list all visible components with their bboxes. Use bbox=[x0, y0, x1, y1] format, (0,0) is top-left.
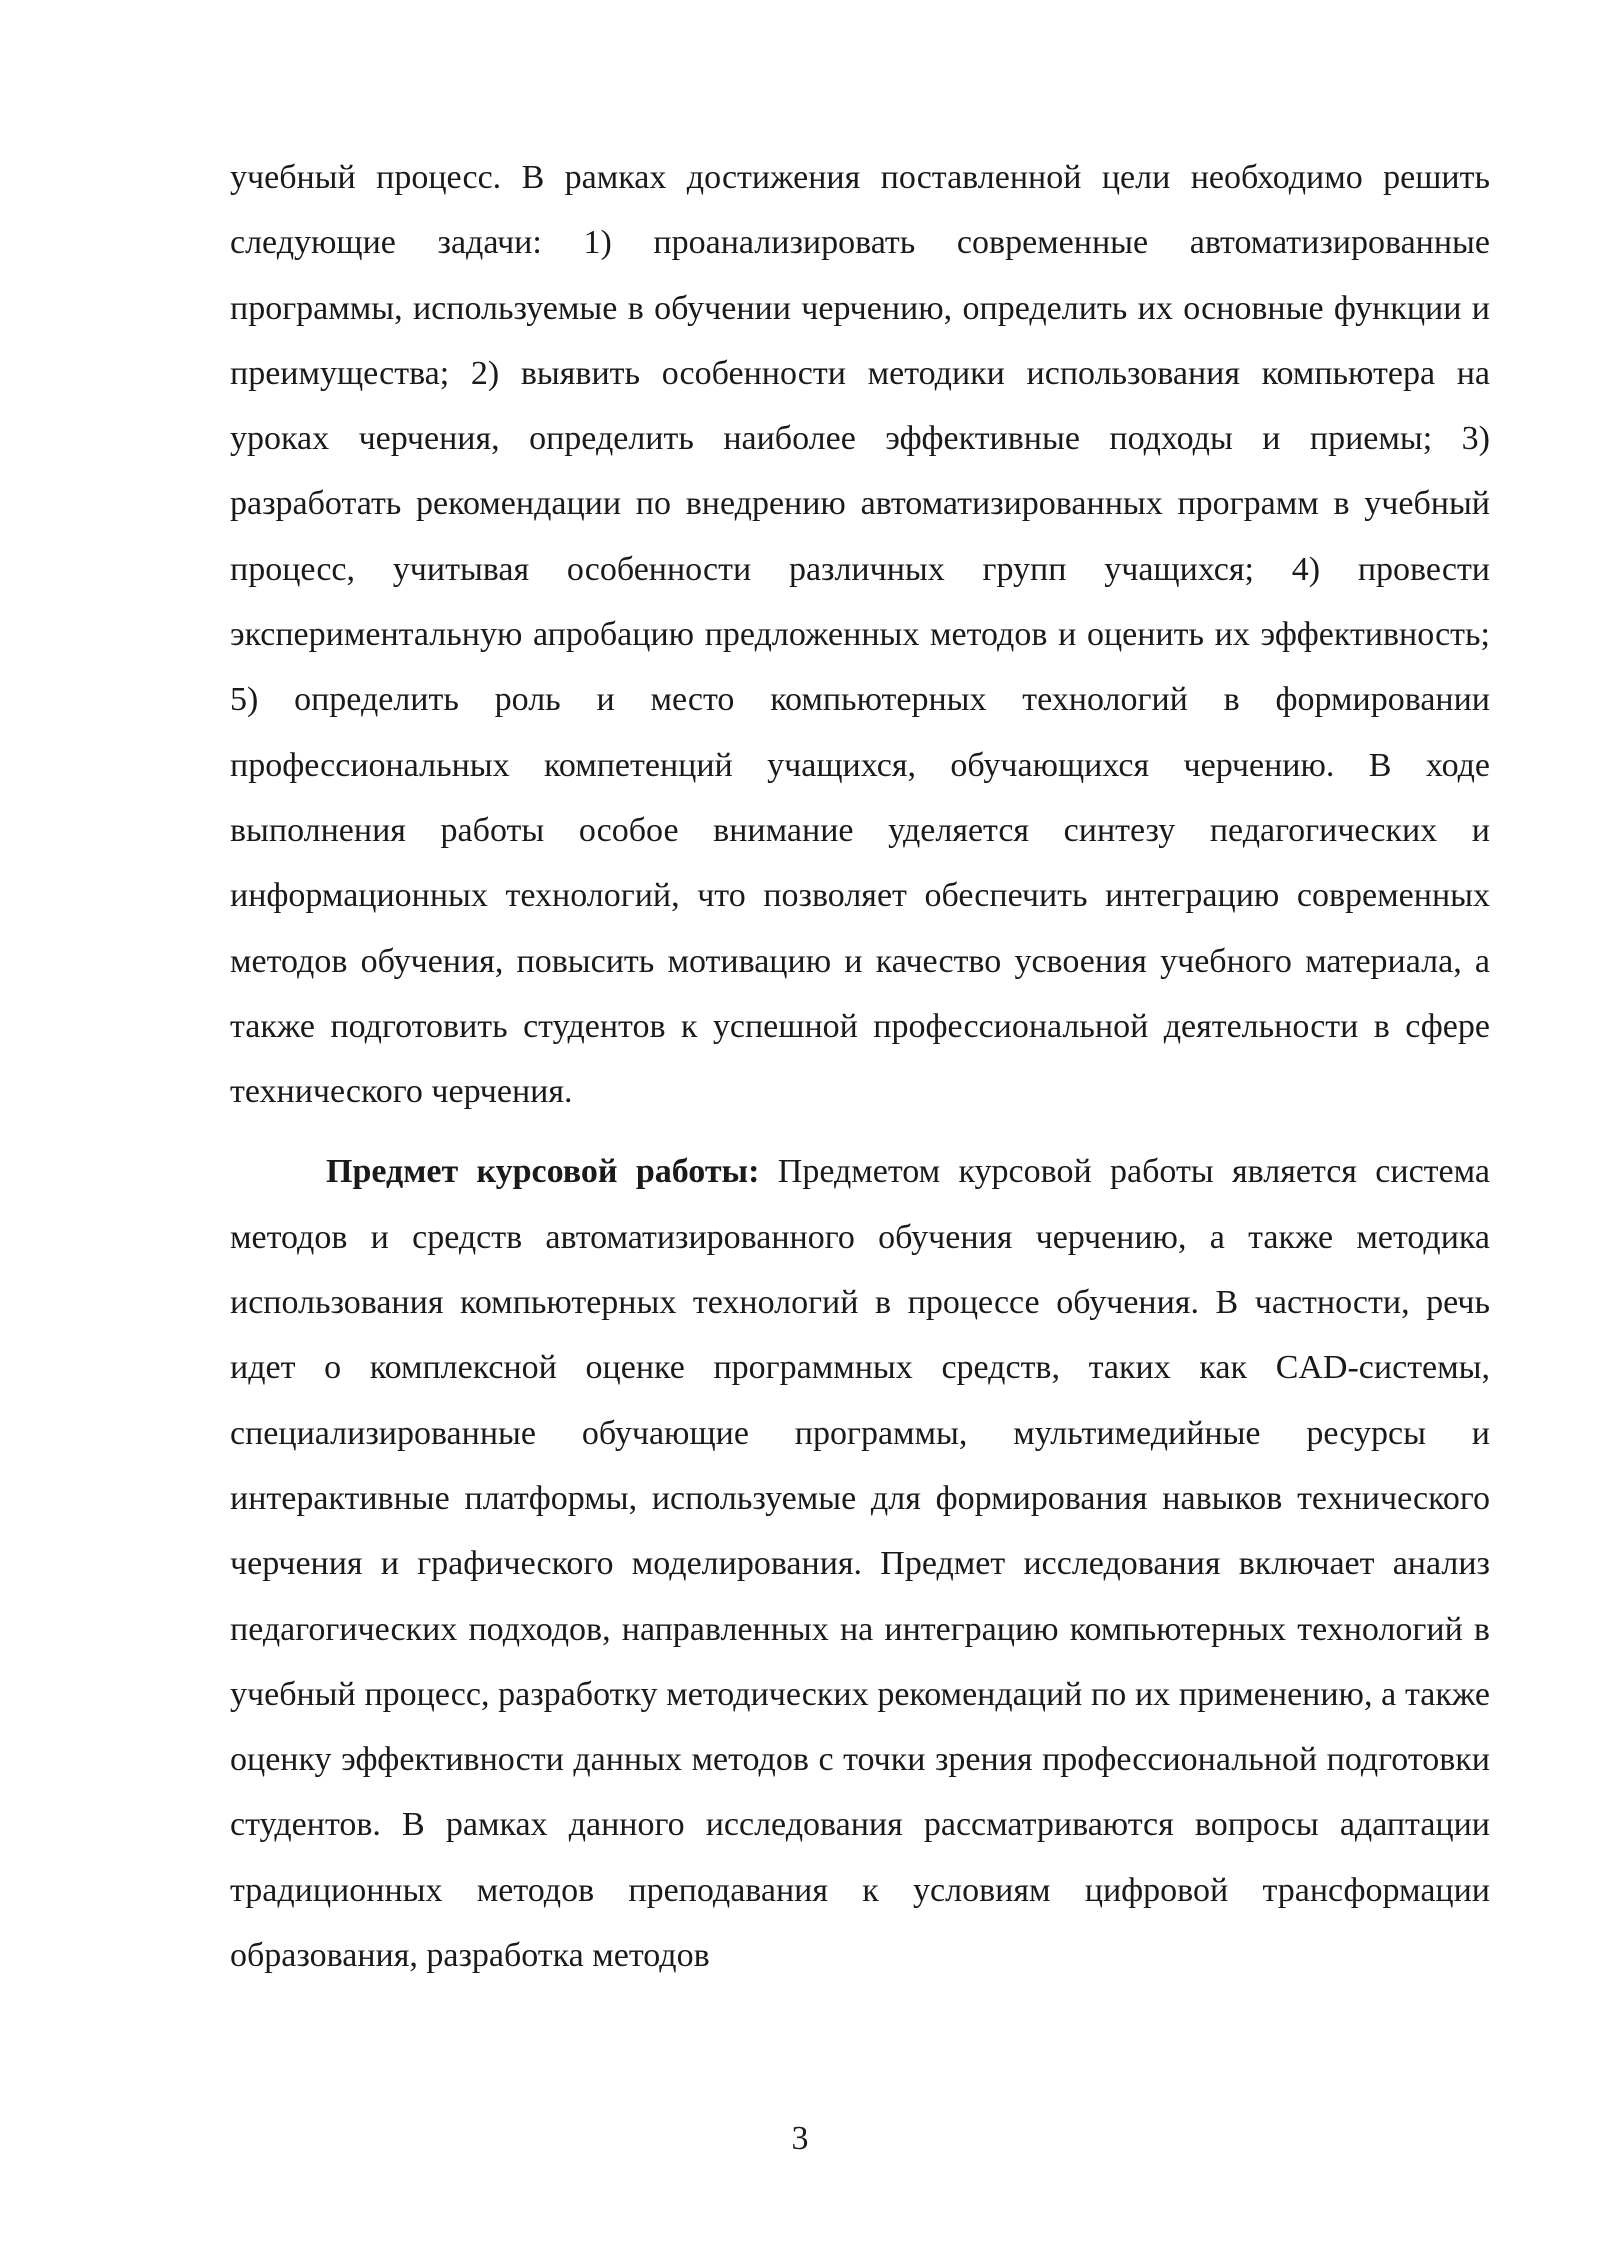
section-heading: Предмет курсовой работы: bbox=[326, 1153, 760, 1191]
paragraph-subject bbox=[230, 1139, 1490, 1988]
paragraph-text: Предметом курсовой работы является система методов и средств автоматизированного обучения черчению, а также методика использования компьютерных технологий в процессе обучения. В частности, речь идет о комплексной оценке программных средств, таких как CAD-системы, специализированные обучающие программы, мультимедийные ресурсы и интерактивные платформы, используемые для формирования навыков технического черчения и графического моделирования. Предмет исследования включает анализ педагогических подходов, направленных на интеграцию компьютерных технологий в учебный процесс, разработку методических рекомендаций по их применению, а также оценку эффективности данных методов с точки зрения профессиональной подготовки студентов. В рамках данного исследования рассматриваются вопросы адаптации традиционных методов преподавания к условиям цифровой трансформации образования, разработка методов bbox=[230, 1153, 1490, 1975]
page-number: 3 bbox=[791, 2120, 809, 2157]
body-text bbox=[230, 145, 1490, 1988]
paragraph-continuation bbox=[230, 145, 1490, 1124]
paragraph-text: учебный процесс. В рамках достижения поставленной цели необходимо решить следующие задачи: 1) проанализировать современные автоматизированные программы, используемые в обучении черчению, определить их основные функции и преимущества; 2) выявить особенности методики использования компьютера на уроках черчения, определить наиболее эффективные подходы и приемы; 3) разработать рекомендации по внедрению автоматизированных программ в учебный процесс, учитывая особенности различных групп учащихся; 4) провести экспериментальную апробацию предложенных методов и оценить их эффективность; 5) определить роль и место компьютерных технологий в формировании профессиональных компетенций учащихся, обучающихся черчению. В ходе выполнения работы особое внимание уделяется синтезу педагогических и информационных технологий, что позволяет обеспечить интеграцию современных методов обучения, повысить мотивацию и качество усвоения учебного материала, а также подготовить студентов к успешной профессиональной деятельности в сфере технического черчения. bbox=[230, 159, 1490, 1111]
